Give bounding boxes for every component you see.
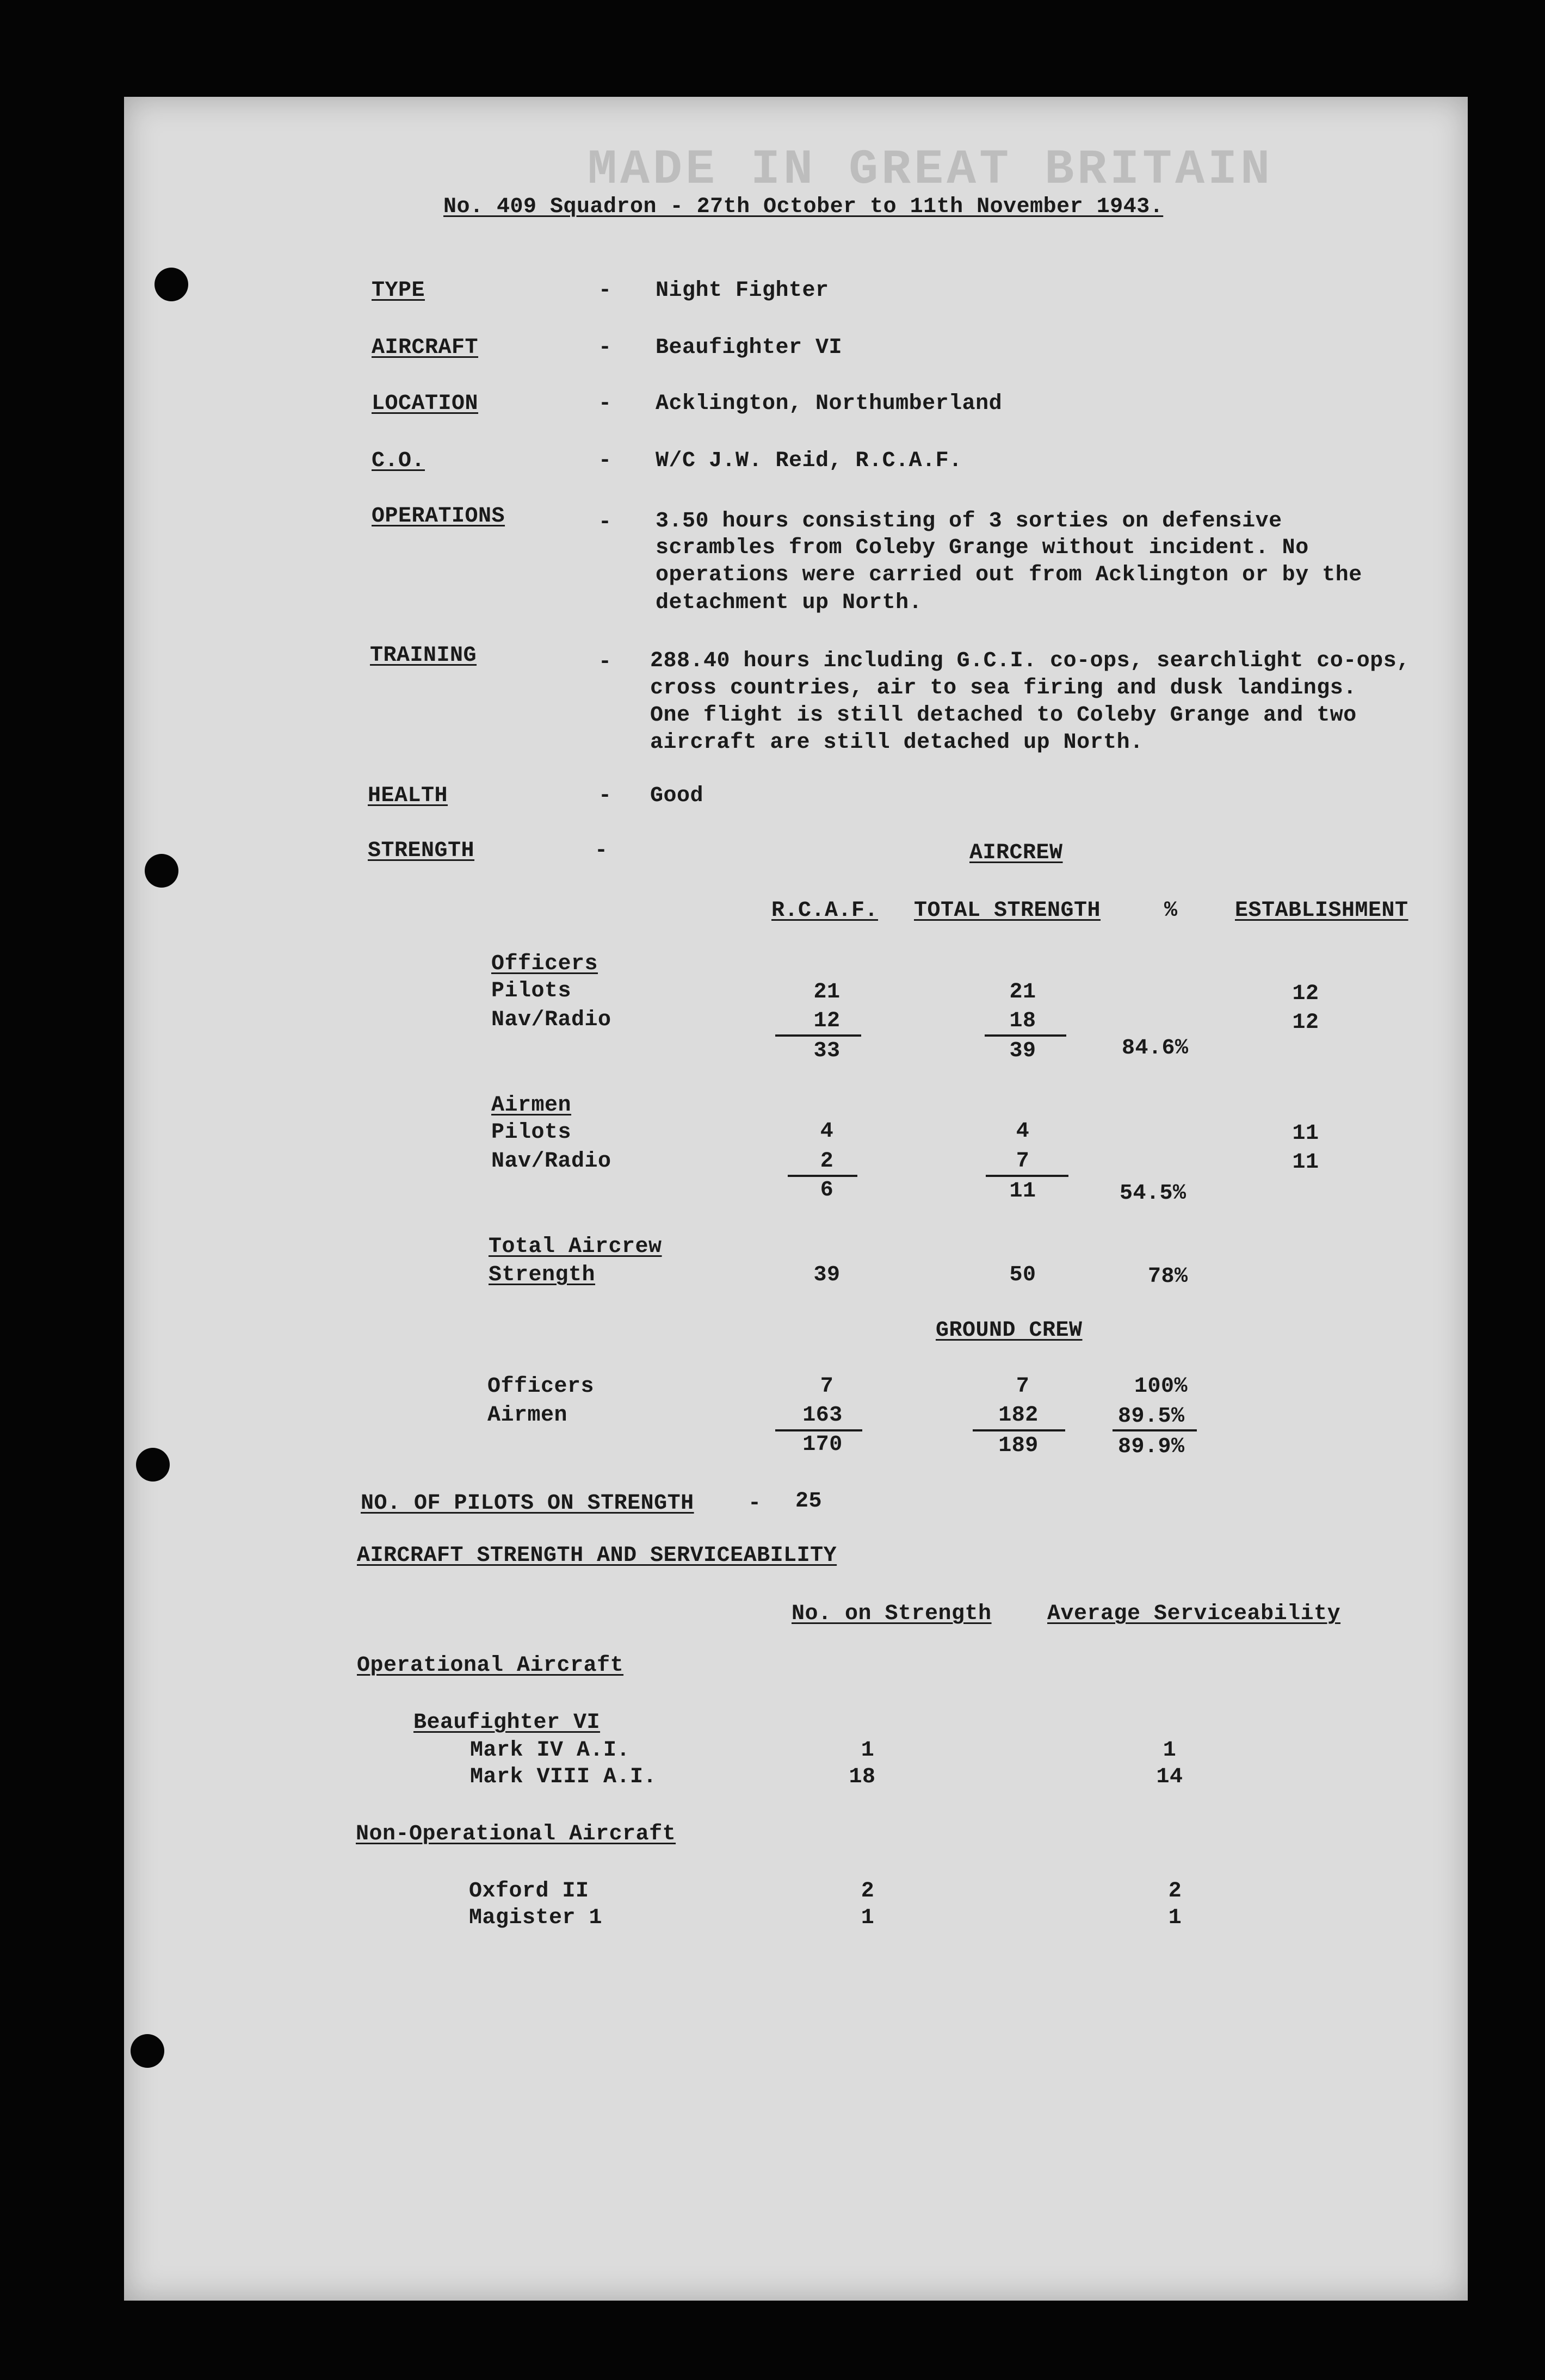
sum-total: 189 [998,1434,1039,1458]
col-header-percent: % [1164,898,1178,923]
cell-establishment: 11 [1292,1121,1319,1146]
training-line: One flight is still detached to Coleby Grange and two [650,703,1357,728]
ground-crew-heading: GROUND CREW [936,1318,1083,1343]
cell-total: 21 [1009,980,1036,1005]
cell-serviceability: 2 [1168,1879,1182,1904]
cell-total: 4 [1016,1119,1030,1144]
sum-rule [986,1175,1068,1177]
cell-total: 7 [1016,1374,1030,1399]
punch-hole [131,2034,164,2068]
cell-rcaf: 21 [813,980,841,1005]
made-in-stamp: MADE IN GREAT BRITAIN [588,142,1274,198]
sum-rule [775,1034,861,1037]
section-dash: - [598,336,612,360]
row-label: Pilots [491,979,572,1003]
cell-percent: 89.5% [1118,1404,1185,1429]
operations-line: scrambles from Coleby Grange without incident. No [656,536,1309,560]
total-aircrew-rcaf: 39 [813,1263,841,1287]
cell-rcaf: 12 [813,1009,841,1033]
section-label-strength: STRENGTH [368,839,475,863]
section-dash: - [598,650,612,674]
section-dash: - [595,839,608,863]
col-header-rcaf: R.C.A.F. [771,898,879,923]
col-header-average-serviceability: Average Serviceability [1047,1602,1341,1626]
cell-total: 18 [1009,1009,1036,1033]
section-dash: - [598,392,612,416]
operational-aircraft-heading: Operational Aircraft [357,1653,624,1678]
row-label: Magister 1 [469,1906,603,1930]
sum-percent: 89.9% [1118,1435,1185,1459]
row-label: Nav/Radio [491,1008,611,1032]
cell-total: 182 [998,1403,1039,1428]
section-value-type: Night Fighter [656,278,829,303]
section-label-health: HEALTH [368,784,448,808]
punch-hole [145,854,178,888]
section-label-aircraft: AIRCRAFT [372,336,479,360]
section-dash: - [748,1491,762,1516]
cell-serviceability: 14 [1156,1765,1183,1789]
airmen-heading: Airmen [491,1093,572,1118]
total-aircrew-label: Total Aircrew [489,1235,662,1259]
section-label-co: C.O. [372,449,425,473]
row-label: Nav/Radio [491,1149,611,1174]
section-value-location: Acklington, Northumberland [656,392,1003,416]
col-header-total-strength: TOTAL STRENGTH [914,898,1101,923]
sum-total: 11 [1009,1179,1036,1204]
operations-line: 3.50 hours consisting of 3 sorties on defensive [656,509,1282,534]
sum-rcaf: 170 [802,1433,843,1457]
cell-rcaf: 7 [820,1374,834,1399]
cell-strength: 2 [861,1879,875,1904]
section-label-training: TRAINING [370,643,477,668]
aircrew-heading: AIRCREW [969,841,1063,865]
row-label: Oxford II [469,1879,589,1904]
document-page [124,97,1468,2301]
sum-percent: 54.5% [1120,1181,1186,1206]
sum-percent: 84.6% [1122,1036,1189,1061]
sum-rcaf: 33 [813,1039,841,1063]
total-aircrew-label: Strength [489,1263,596,1287]
col-header-establishment: ESTABLISHMENT [1235,898,1408,923]
cell-establishment: 12 [1292,1011,1319,1035]
cell-rcaf: 4 [820,1119,834,1144]
cell-total: 7 [1016,1149,1030,1174]
row-label: Officers [487,1374,595,1399]
non-operational-aircraft-heading: Non-Operational Aircraft [356,1822,676,1846]
operations-line: detachment up North. [656,591,923,615]
sum-rule [973,1429,1065,1431]
cell-strength: 1 [861,1906,875,1930]
total-aircrew-total: 50 [1009,1263,1036,1287]
section-label-type: TYPE [372,278,425,303]
section-label-location: LOCATION [372,392,479,416]
sum-rule [788,1175,857,1177]
pilots-on-strength-value: 25 [795,1489,823,1514]
punch-hole [136,1448,170,1482]
section-label-operations: OPERATIONS [372,504,505,529]
cell-rcaf: 163 [802,1403,843,1428]
cell-strength: 1 [861,1738,875,1763]
section-dash: - [598,278,612,303]
cell-serviceability: 1 [1168,1906,1182,1930]
total-aircrew-percent: 78% [1148,1265,1188,1289]
section-value-aircraft: Beaufighter VI [656,336,843,360]
section-dash: - [598,510,612,535]
aircraft-strength-heading: AIRCRAFT STRENGTH AND SERVICEABILITY [357,1544,837,1568]
sum-rule [775,1429,862,1431]
cell-percent: 100% [1134,1374,1188,1399]
cell-serviceability: 1 [1163,1738,1177,1763]
section-value-health: Good [650,784,704,808]
training-line: cross countries, air to sea firing and dusk landings. [650,676,1357,701]
cell-rcaf: 2 [820,1149,834,1174]
cell-establishment: 11 [1292,1150,1319,1175]
pilots-on-strength-label: NO. OF PILOTS ON STRENGTH [361,1491,694,1516]
section-dash: - [598,784,612,808]
sum-rule [1113,1429,1197,1431]
training-line: aircraft are still detached up North. [650,730,1144,755]
row-label: Mark IV A.I. [470,1738,631,1763]
sum-rcaf: 6 [820,1178,834,1203]
section-value-co: W/C J.W. Reid, R.C.A.F. [656,449,962,473]
sum-total: 39 [1009,1039,1036,1063]
officers-heading: Officers [491,952,598,976]
aircraft-type: Beaufighter VI [413,1710,601,1735]
row-label: Airmen [487,1403,568,1428]
operations-line: operations were carried out from Acklington or by the [656,563,1362,587]
section-dash: - [598,449,612,473]
sum-rule [985,1034,1066,1037]
col-header-no-on-strength: No. on Strength [792,1602,992,1626]
punch-hole [154,268,188,301]
row-label: Pilots [491,1120,572,1145]
page-title: No. 409 Squadron - 27th October to 11th November 1943. [443,195,1164,219]
cell-establishment: 12 [1292,982,1319,1006]
row-label: Mark VIII A.I. [470,1765,657,1789]
training-line: 288.40 hours including G.C.I. co-ops, searchlight co-ops, [650,649,1410,673]
cell-strength: 18 [849,1765,876,1789]
